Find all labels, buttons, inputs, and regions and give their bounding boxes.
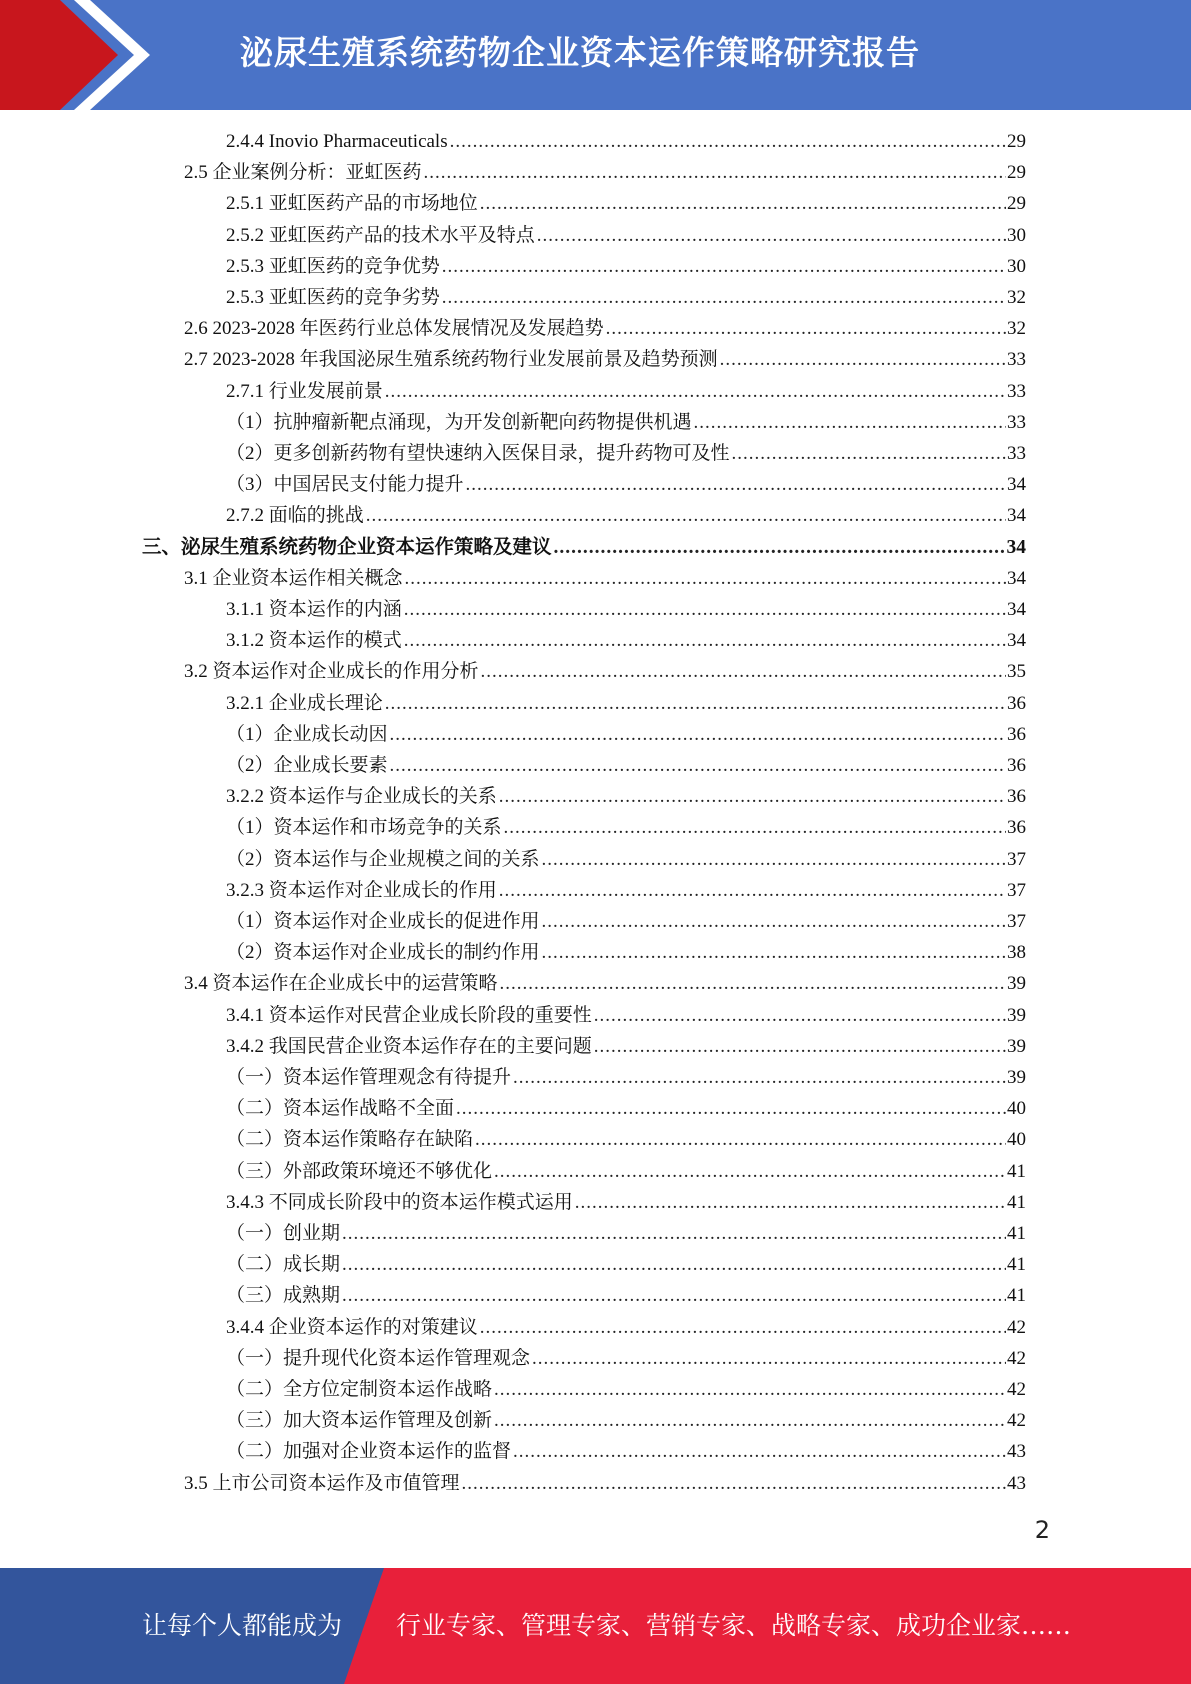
toc-dot-leader (732, 438, 1006, 469)
toc-entry-title: （2）企业成长要素 (226, 755, 388, 776)
toc-entry-title: 2.5.3 亚虹医药的竞争优势 (226, 255, 440, 277)
toc-entry-page: 42 (1007, 1379, 1026, 1400)
toc-dot-leader (542, 937, 1006, 968)
toc-entry[interactable] (226, 1062, 1026, 1093)
toc-entry-title: 3.2.1 企业成长理论 (226, 692, 383, 714)
toc-entry-page: 41 (1007, 1254, 1026, 1276)
toc-entry-title: （二）资本运作战略不全面 (226, 1098, 455, 1120)
toc-entry[interactable] (184, 968, 1026, 999)
toc-entry-page: 43 (1007, 1441, 1026, 1463)
toc-dot-leader (385, 688, 1006, 719)
toc-entry-title: （1）资本运作和市场竞争的关系 (226, 817, 502, 839)
toc-entry[interactable] (226, 1280, 1026, 1311)
toc-entry[interactable] (226, 1374, 1026, 1405)
toc-entry[interactable] (226, 1093, 1026, 1124)
toc-entry-page: 41 (1007, 1160, 1026, 1182)
toc-entry-title: （三）外部政策环境还不够优化 (226, 1160, 493, 1182)
toc-dot-leader (694, 407, 1006, 438)
toc-entry-title: （三）加大资本运作管理及创新 (226, 1410, 493, 1432)
toc-entry-page: 33 (1007, 380, 1026, 402)
page-header (0, 0, 1191, 110)
toc-entry-title: 3.2.3 资本运作对企业成长的作用 (226, 879, 497, 901)
toc-dot-leader (456, 1093, 1006, 1124)
toc-entry[interactable] (226, 1218, 1026, 1249)
toc-entry-page: 40 (1007, 1129, 1026, 1151)
toc-entry-title: 三、泌尿生殖系统药物企业资本运作策略及建议 (142, 536, 552, 558)
toc-entry-title: （二）资本运作策略存在缺陷 (226, 1129, 474, 1151)
toc-dot-leader (442, 251, 1006, 282)
toc-entry-title: 2.5.2 亚虹医药产品的技术水平及特点 (226, 224, 535, 246)
toc-entry-page: 37 (1007, 848, 1026, 870)
toc-entry-page: 33 (1007, 443, 1026, 464)
toc-dot-leader (366, 500, 1006, 531)
toc-entry-title: 3.4 资本运作在企业成长中的运营策略 (184, 973, 498, 995)
toc-entry-title: （一）提升现代化资本运作管理观念 (226, 1347, 531, 1369)
toc-dot-leader (499, 875, 1006, 906)
toc-entry-title: 2.4.4 Inovio Pharmaceuticals (226, 131, 448, 152)
toc-entry-page: 32 (1007, 318, 1026, 340)
toc-entry-title: 3.5 上市公司资本运作及市值管理 (184, 1472, 460, 1494)
toc-dot-leader (513, 1436, 1006, 1467)
toc-dot-leader (504, 812, 1006, 843)
toc-entry[interactable] (226, 750, 1026, 781)
toc-entry-page: 41 (1007, 1285, 1026, 1307)
toc-entry-page: 34 (1006, 536, 1026, 558)
toc-entry-title: 2.5.1 亚虹医药产品的市场地位 (226, 193, 478, 215)
toc-entry[interactable] (226, 812, 1026, 843)
toc-entry[interactable] (226, 1156, 1026, 1187)
toc-entry-title: （一）资本运作管理观念有待提升 (226, 1067, 512, 1088)
toc-entry-title: 3.4.3 不同成长阶段中的资本运作模式运用 (226, 1191, 573, 1213)
header-red-chevron (0, 0, 160, 110)
toc-entry-title: （1）抗肿瘤新靶点涌现，为开发创新靶向药物提供机遇 (226, 411, 692, 433)
toc-dot-leader (424, 157, 1006, 188)
toc-entry[interactable] (226, 844, 1026, 875)
toc-entry-page: 39 (1007, 973, 1026, 995)
toc-entry-page: 42 (1007, 1316, 1026, 1338)
toc-entry[interactable] (184, 313, 1026, 344)
toc-dot-leader (542, 906, 1006, 937)
toc-entry-title: （二）全方位定制资本运作战略 (226, 1379, 493, 1400)
toc-entry[interactable] (226, 438, 1026, 469)
report-title: 泌尿生殖系统药物企业资本运作策略研究报告 (240, 33, 920, 72)
toc-entry-title: 3.4.2 我国民营企业资本运作存在的主要问题 (226, 1035, 592, 1057)
toc-entry-title: （1）资本运作对企业成长的促进作用 (226, 911, 540, 932)
toc-entry-title: 2.6 2023-2028 年医药行业总体发展情况及发展趋势 (184, 318, 604, 340)
toc-entry-title: （二）加强对企业资本运作的监督 (226, 1441, 512, 1463)
toc-entry-page: 42 (1007, 1410, 1026, 1432)
toc-dot-leader (390, 750, 1006, 781)
toc-entry[interactable] (226, 719, 1026, 750)
toc-dot-leader (542, 844, 1006, 875)
toc-entry-page: 39 (1007, 1004, 1026, 1026)
toc-entry[interactable] (226, 1405, 1026, 1436)
toc-dot-leader (342, 1249, 1006, 1280)
toc-entry-page: 37 (1007, 911, 1026, 932)
toc-dot-leader (532, 1343, 1006, 1374)
toc-entry-page: 34 (1007, 630, 1026, 652)
toc-entry[interactable] (226, 781, 1026, 812)
toc-entry-page: 29 (1007, 193, 1026, 215)
toc-entry-page: 38 (1007, 942, 1026, 964)
toc-dot-leader (480, 1312, 1006, 1343)
toc-entry-page: 32 (1007, 287, 1026, 308)
toc-entry[interactable] (226, 1187, 1026, 1218)
toc-dot-leader (466, 469, 1006, 500)
toc-entry[interactable] (226, 688, 1026, 719)
toc-dot-leader (475, 1124, 1006, 1155)
toc-entry-title: 2.7.2 面临的挑战 (226, 505, 364, 527)
toc-dot-leader (494, 1374, 1006, 1405)
toc-dot-leader (481, 656, 1006, 687)
toc-entry[interactable] (184, 1468, 1026, 1499)
toc-entry[interactable] (226, 500, 1026, 531)
toc-entry[interactable] (184, 157, 1026, 188)
toc-entry-page: 34 (1007, 599, 1026, 620)
toc-entry-title: 3.4.1 资本运作对民营企业成长阶段的重要性 (226, 1004, 592, 1026)
toc-entry-page: 41 (1007, 1223, 1026, 1244)
toc-entry-title: 3.1.1 资本运作的内涵 (226, 599, 402, 620)
toc-dot-leader (499, 781, 1006, 812)
toc-dot-leader (494, 1156, 1006, 1187)
toc-entry[interactable] (226, 469, 1026, 500)
toc-entry[interactable] (226, 376, 1026, 407)
toc-entry-title: 3.2.2 资本运作与企业成长的关系 (226, 786, 497, 808)
toc-entry-page: 36 (1007, 755, 1026, 776)
toc-entry-page: 36 (1007, 817, 1026, 839)
toc-dot-leader (385, 376, 1006, 407)
toc-entry[interactable] (226, 188, 1026, 219)
toc-entry-title: （一）创业期 (226, 1223, 341, 1244)
toc-entry-title: （3）中国居民支付能力提升 (226, 474, 464, 496)
toc-dot-leader (342, 1218, 1006, 1249)
toc-entry-page: 36 (1007, 786, 1026, 808)
toc-dot-leader (594, 1000, 1006, 1031)
toc-dot-leader (500, 968, 1006, 999)
toc-dot-leader (554, 532, 1006, 563)
toc-dot-leader (450, 126, 1006, 157)
toc-dot-leader (442, 282, 1006, 313)
toc-entry[interactable] (226, 875, 1026, 906)
toc-entry-title: 2.5.3 亚虹医药的竞争劣势 (226, 287, 440, 308)
toc-entry-page: 37 (1007, 879, 1026, 901)
toc-entry[interactable] (226, 220, 1026, 251)
toc-entry[interactable] (184, 344, 1026, 375)
toc-entry-title: （1）企业成长动因 (226, 723, 388, 745)
toc-entry-page: 42 (1007, 1347, 1026, 1369)
toc-dot-leader (462, 1468, 1006, 1499)
toc-dot-leader (404, 625, 1006, 656)
toc-entry[interactable] (184, 656, 1026, 687)
toc-entry[interactable] (226, 1343, 1026, 1374)
toc-entry[interactable] (226, 126, 1026, 157)
toc-entry[interactable] (226, 1436, 1026, 1467)
toc-entry-page: 36 (1007, 723, 1026, 745)
toc-entry-page: 39 (1007, 1067, 1026, 1088)
toc-entry[interactable] (226, 1312, 1026, 1343)
toc-entry-title: （2）更多创新药物有望快速纳入医保目录，提升药物可及性 (226, 443, 730, 464)
toc-entry[interactable] (226, 251, 1026, 282)
toc-entry-title: 3.1 企业资本运作相关概念 (184, 567, 403, 589)
toc-dot-leader (537, 220, 1006, 251)
toc-entry-title: 3.4.4 企业资本运作的对策建议 (226, 1316, 478, 1338)
toc-entry-page: 36 (1007, 692, 1026, 714)
toc-entry-title: 3.2 资本运作对企业成长的作用分析 (184, 661, 479, 683)
toc-entry-page: 34 (1007, 567, 1026, 589)
toc-dot-leader (494, 1405, 1006, 1436)
toc-dot-leader (404, 594, 1006, 625)
toc-entry-page: 35 (1007, 661, 1026, 683)
toc-entry[interactable] (226, 1000, 1026, 1031)
toc-entry[interactable] (226, 594, 1026, 625)
toc-dot-leader (342, 1280, 1006, 1311)
toc-dot-leader (405, 563, 1006, 594)
toc-entry-title: （二）成长期 (226, 1254, 341, 1276)
toc-entry-title: （2）资本运作与企业规模之间的关系 (226, 848, 540, 870)
toc-entry-page: 43 (1007, 1472, 1026, 1494)
toc-entry-page: 34 (1007, 474, 1026, 496)
toc-entry[interactable] (226, 282, 1026, 313)
toc-entry[interactable] (226, 937, 1026, 968)
toc-entry-title: （三）成熟期 (226, 1285, 341, 1307)
toc-dot-leader (513, 1062, 1006, 1093)
toc-entry-page: 40 (1007, 1098, 1026, 1120)
toc-entry[interactable] (226, 625, 1026, 656)
toc-entry[interactable] (226, 407, 1026, 438)
toc-entry-page: 33 (1007, 349, 1026, 371)
footer-slogan-left: 让每个人都能成为 (142, 1611, 343, 1640)
toc-entry[interactable] (226, 1124, 1026, 1155)
toc-dot-leader (480, 188, 1006, 219)
toc-entry-title: 2.7.1 行业发展前景 (226, 380, 383, 402)
toc-entry-page: 30 (1007, 255, 1026, 277)
toc-dot-leader (720, 344, 1006, 375)
toc-entry[interactable] (226, 1031, 1026, 1062)
footer-slogan-right: 行业专家、管理专家、营销专家、战略专家、成功企业家…… (396, 1611, 1072, 1640)
page-footer (0, 1568, 1191, 1684)
toc-entry-page: 29 (1007, 162, 1026, 184)
toc-entry-title: 2.7 2023-2028 年我国泌尿生殖系统药物行业发展前景及趋势预测 (184, 349, 718, 371)
toc-dot-leader (575, 1187, 1006, 1218)
toc-entry[interactable] (226, 1249, 1026, 1280)
toc-entry-page: 29 (1007, 131, 1026, 152)
toc-entry-page: 30 (1007, 224, 1026, 246)
toc-entry-title: 2.5 企业案例分析：亚虹医药 (184, 162, 422, 184)
page-number: 2 (1034, 1516, 1050, 1544)
toc-entry[interactable] (226, 906, 1026, 937)
toc-entry-title: 3.1.2 资本运作的模式 (226, 630, 402, 652)
toc-entry-page: 33 (1007, 411, 1026, 433)
toc-entry[interactable] (142, 532, 1026, 563)
toc-entry-page: 39 (1007, 1035, 1026, 1057)
toc-entry-page: 41 (1007, 1191, 1026, 1213)
toc-entry[interactable] (184, 563, 1026, 594)
toc-dot-leader (594, 1031, 1006, 1062)
toc-dot-leader (606, 313, 1006, 344)
toc-entry-title: （2）资本运作对企业成长的制约作用 (226, 942, 540, 964)
toc-entry-page: 34 (1007, 505, 1026, 527)
toc-dot-leader (390, 719, 1006, 750)
